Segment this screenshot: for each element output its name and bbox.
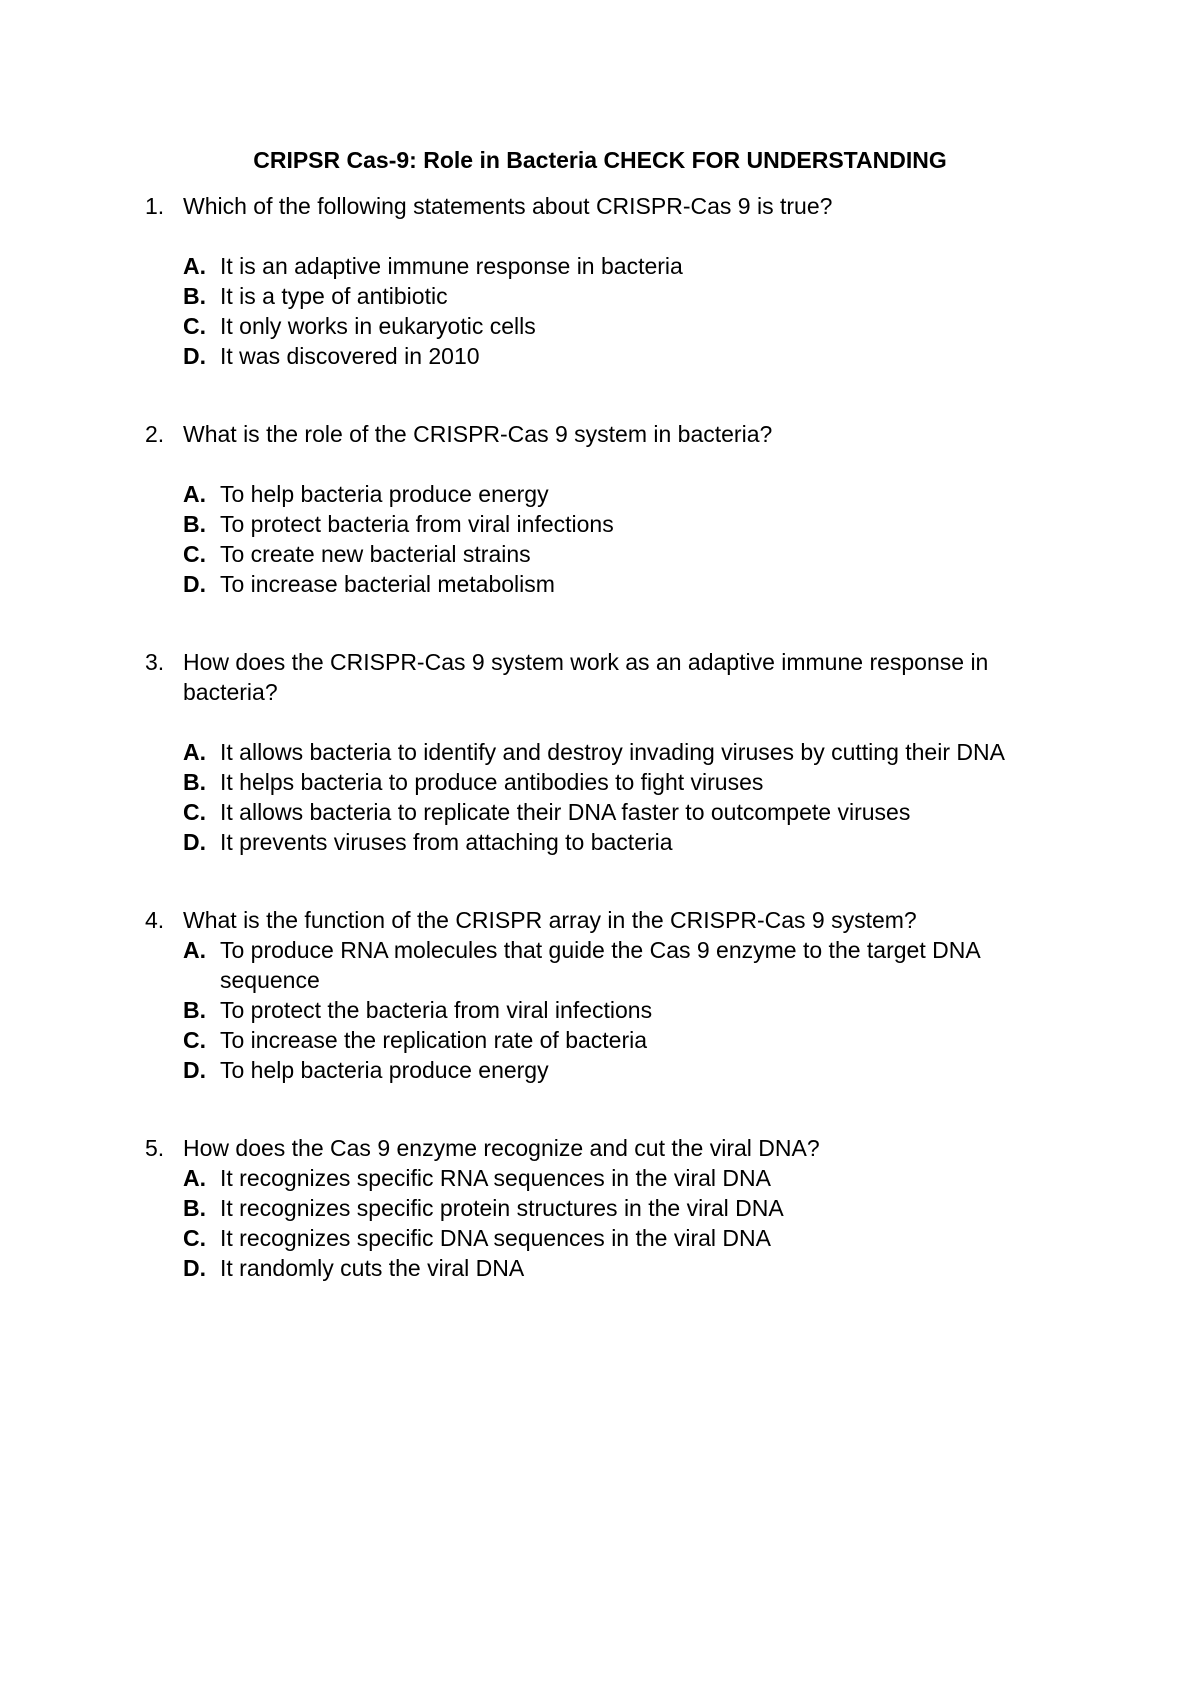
option-letter: D.	[183, 1255, 206, 1281]
option-text: To help bacteria produce energy	[220, 481, 549, 507]
option-text: It randomly cuts the viral DNA	[220, 1255, 525, 1281]
answer-option	[0, 539, 1200, 569]
option-letter: A.	[183, 481, 206, 507]
document-title: CRIPSR Cas-9: Role in Bacteria CHECK FOR UNDERSTANDING	[253, 147, 947, 173]
option-text: It only works in eukaryotic cells	[220, 313, 536, 339]
answer-option	[0, 509, 1200, 539]
option-text: To help bacteria produce energy	[220, 1057, 549, 1083]
question-2	[0, 419, 1200, 599]
option-text: To increase the replication rate of bacteria	[220, 1027, 648, 1053]
option-letter: A.	[183, 739, 206, 765]
answer-option	[0, 1055, 1200, 1085]
option-letter: C.	[183, 1027, 206, 1053]
answer-option	[0, 251, 1200, 281]
question-number: 1.	[145, 193, 165, 219]
option-text: To protect the bacteria from viral infections	[220, 997, 653, 1023]
option-text: It recognizes specific DNA sequences in the viral DNA	[220, 1225, 771, 1251]
option-text: It is a type of antibiotic	[220, 283, 448, 309]
option-letter: D.	[183, 1057, 206, 1083]
option-text: To create new bacterial strains	[220, 541, 531, 567]
answer-option	[0, 995, 1200, 1025]
question-1	[0, 191, 1200, 371]
question-text: What is the role of the CRISPR-Cas 9 system in bacteria?	[183, 421, 773, 447]
question-prompt	[0, 905, 1200, 935]
option-letter: B.	[183, 997, 206, 1023]
question-number: 2.	[145, 421, 165, 447]
answer-option	[0, 1253, 1200, 1283]
option-letter: A.	[183, 253, 206, 279]
answer-option	[0, 935, 1200, 995]
option-letter: C.	[183, 541, 206, 567]
answer-options	[0, 1163, 1200, 1283]
option-text: It helps bacteria to produce antibodies to fight viruses	[220, 769, 764, 795]
option-letter: C.	[183, 1225, 206, 1251]
answer-option	[0, 1193, 1200, 1223]
option-letter: D.	[183, 829, 206, 855]
answer-options	[0, 935, 1200, 1085]
question-number: 4.	[145, 907, 165, 933]
question-number: 3.	[145, 649, 165, 675]
option-letter: D.	[183, 571, 206, 597]
answer-option	[0, 479, 1200, 509]
option-text: It prevents viruses from attaching to bacteria	[220, 829, 673, 855]
option-text: To produce RNA molecules that guide the Cas 9 enzyme to the target DNA sequence	[220, 937, 980, 993]
option-text: It is an adaptive immune response in bacteria	[220, 253, 683, 279]
answer-options	[0, 737, 1200, 857]
question-text: How does the CRISPR-Cas 9 system work as an adaptive immune response in bacteria?	[183, 649, 989, 705]
answer-option	[0, 797, 1200, 827]
option-letter: A.	[183, 937, 206, 963]
option-letter: B.	[183, 769, 206, 795]
answer-option	[0, 737, 1200, 767]
answer-options	[0, 479, 1200, 599]
answer-option	[0, 341, 1200, 371]
option-text: It allows bacteria to identify and destroy invading viruses by cutting their DNA	[220, 739, 1005, 765]
option-text: It recognizes specific RNA sequences in the viral DNA	[220, 1165, 771, 1191]
option-letter: D.	[183, 343, 206, 369]
option-text: It allows bacteria to replicate their DNA faster to outcompete viruses	[220, 799, 911, 825]
answer-option	[0, 281, 1200, 311]
answer-option	[0, 569, 1200, 599]
option-letter: B.	[183, 283, 206, 309]
answer-option	[0, 767, 1200, 797]
answer-option	[0, 1223, 1200, 1253]
answer-option	[0, 1163, 1200, 1193]
answer-options	[0, 251, 1200, 371]
answer-option	[0, 827, 1200, 857]
option-letter: B.	[183, 511, 206, 537]
option-letter: C.	[183, 799, 206, 825]
option-text: To increase bacterial metabolism	[220, 571, 555, 597]
answer-option	[0, 311, 1200, 341]
question-text: Which of the following statements about CRISPR-Cas 9 is true?	[183, 193, 833, 219]
question-prompt	[0, 647, 1200, 707]
option-letter: B.	[183, 1195, 206, 1221]
question-prompt	[0, 419, 1200, 449]
question-prompt	[0, 191, 1200, 221]
answer-option	[0, 1025, 1200, 1055]
question-prompt	[0, 1133, 1200, 1163]
option-text: It recognizes specific protein structures in the viral DNA	[220, 1195, 784, 1221]
option-letter: C.	[183, 313, 206, 339]
option-text: To protect bacteria from viral infections	[220, 511, 614, 537]
question-number: 5.	[145, 1135, 165, 1161]
question-5	[0, 1133, 1200, 1283]
question-3	[0, 647, 1200, 857]
question-text: How does the Cas 9 enzyme recognize and cut the viral DNA?	[183, 1135, 820, 1161]
option-text: It was discovered in 2010	[220, 343, 480, 369]
option-letter: A.	[183, 1165, 206, 1191]
question-text: What is the function of the CRISPR array in the CRISPR-Cas 9 system?	[183, 907, 917, 933]
question-4	[0, 905, 1200, 1085]
